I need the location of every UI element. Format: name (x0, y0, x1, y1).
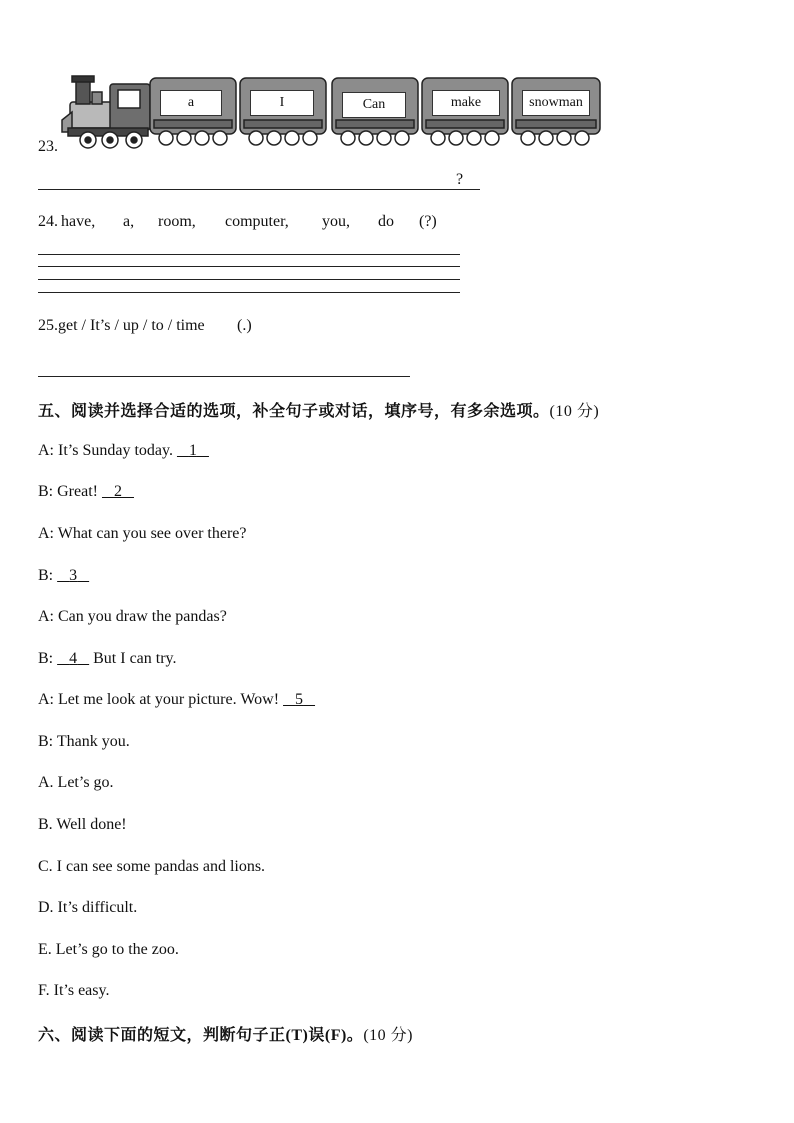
word: a, (123, 213, 135, 230)
speaker: A: (38, 608, 54, 625)
answer-line[interactable] (38, 292, 460, 293)
answer-line[interactable] (38, 376, 410, 377)
section-5-heading (38, 398, 599, 421)
line-text: Thank you. (56, 733, 130, 750)
dialogue-line (38, 483, 134, 501)
end-mark: (.) (237, 317, 252, 334)
option-c: C. I can see some pandas and lions. (38, 858, 266, 875)
speaker: A: (38, 525, 54, 542)
option-d: D. It’s difficult. (38, 899, 138, 916)
dialogue-line (38, 608, 227, 626)
option-b: B. Well done! (38, 816, 127, 833)
section-title: 。 (346, 1025, 364, 1044)
section-points: (10 分) (549, 403, 600, 420)
speaker: B: (38, 733, 54, 750)
word: do (378, 213, 394, 230)
end-mark: ? (456, 171, 464, 188)
word: computer, (225, 213, 289, 230)
answer-line[interactable] (38, 266, 460, 267)
speaker: A: (38, 442, 54, 459)
train-word-card: a (160, 90, 222, 116)
speaker: B: (38, 650, 54, 667)
dialogue-line (38, 525, 247, 543)
line-text: But I can try. (93, 650, 177, 667)
blank-5[interactable]: 5 (295, 691, 304, 708)
true-marker: (T) (285, 1027, 309, 1044)
word: you, (322, 213, 350, 230)
speaker: B: (38, 483, 54, 500)
question-number: 24. (38, 213, 58, 230)
dialogue-line (38, 733, 130, 751)
train-word-card: snowman (522, 90, 590, 116)
end-mark: (?) (419, 213, 437, 230)
question-number: 23. (38, 138, 58, 155)
line-text: It’s Sunday today. (58, 442, 173, 459)
train-word-card: I (250, 90, 314, 116)
answer-line[interactable] (38, 189, 480, 190)
dialogue-line (38, 567, 89, 585)
blank-2[interactable]: 2 (113, 483, 122, 500)
section-title: 六、阅读下面的短文，判断句子正 (38, 1025, 286, 1044)
dialogue-line (38, 650, 177, 668)
option-e: E. Let’s go to the zoo. (38, 941, 179, 958)
line-text: What can you see over there? (57, 525, 247, 542)
line-text: Let me look at your picture. Wow! (58, 691, 280, 708)
option-f: F. It’s easy. (38, 982, 110, 999)
dialogue-line (38, 691, 315, 709)
line-text: Great! (57, 483, 98, 500)
section-points: (10 分) (363, 1027, 413, 1044)
section-title: 误 (308, 1025, 325, 1044)
option-a: A. Let’s go. (38, 774, 114, 791)
blank-3[interactable]: 3 (69, 567, 78, 584)
section-6-heading (38, 1022, 413, 1045)
answer-line[interactable] (38, 254, 460, 255)
train-word-card: Can (342, 92, 406, 118)
train-word-card: make (432, 90, 500, 116)
speaker: A: (38, 691, 54, 708)
dialogue-line (38, 442, 209, 460)
blank-1[interactable]: 1 (188, 442, 197, 459)
line-text: Can you draw the pandas? (58, 608, 227, 625)
word: have, (61, 213, 96, 230)
blank-4[interactable]: 4 (69, 650, 78, 667)
answer-line[interactable] (38, 279, 460, 280)
section-title: 五、阅读并选择合适的选项，补全句子或对话，填序号，有多余选项。 (38, 401, 550, 420)
false-marker: (F) (324, 1027, 347, 1044)
word: room, (158, 213, 196, 230)
locomotive-icon (62, 76, 150, 148)
question-text: 25.get / It’s / up / to / time (38, 317, 205, 334)
speaker: B: (38, 567, 54, 584)
